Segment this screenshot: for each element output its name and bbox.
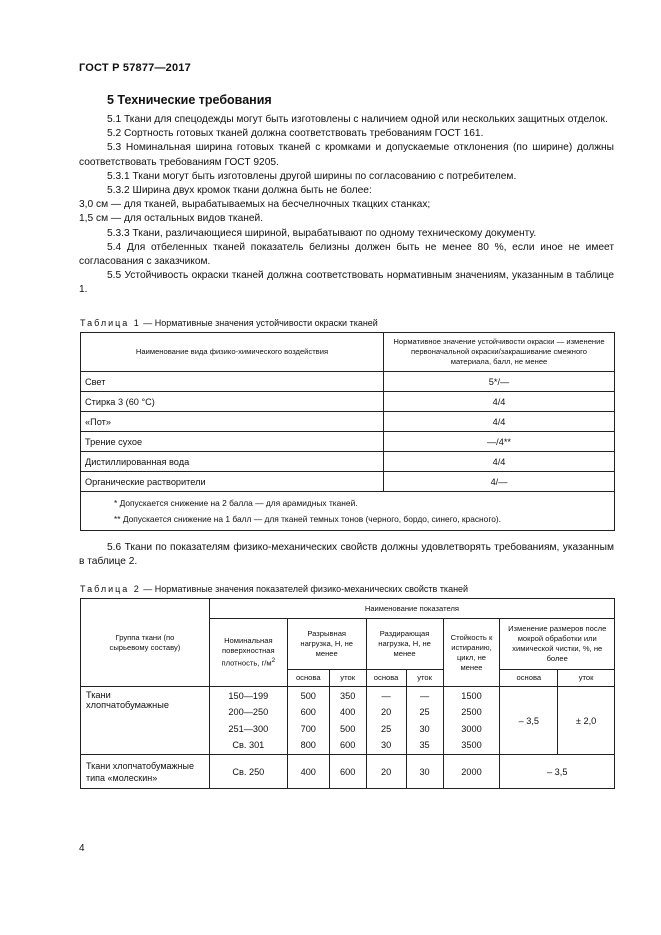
table-cell: 600 — [329, 755, 366, 789]
table-cell: 4/4 — [384, 452, 615, 472]
paragraph-5-3-1: 5.3.1 Ткани могут быть изготовлены другой ширины по согласованию с потребителем. — [107, 170, 517, 182]
cell-value: 1500 — [461, 690, 482, 701]
table-cell: 2000 — [443, 755, 500, 789]
table-row — [81, 412, 615, 432]
table-cell: Ткани хлопчатобумажные типа «молескин» — [81, 755, 210, 789]
table-cell: 400 — [287, 755, 329, 789]
table-cell: —/4** — [384, 432, 615, 452]
cell-value: 25 — [380, 723, 392, 734]
table1-col-header: Нормативное значение устойчивости окраски — изменение первоначальной окраски/закрашивание смежного материала, балл, не менее — [384, 333, 615, 372]
cell-value: 3000 — [461, 723, 482, 734]
table2-abrasion-header: Стойкость к истиранию, цикл, не менее — [443, 619, 500, 687]
cell-value: — — [419, 690, 430, 701]
section-title: 5 Технические требования — [107, 93, 272, 107]
table-cell: 20 — [366, 755, 406, 789]
table-row — [81, 755, 615, 789]
table-cell — [366, 687, 406, 755]
density-header-text: Номинальная поверхностная плотность, г/м — [221, 636, 275, 668]
table-cell: Органические растворители — [81, 472, 384, 492]
cell-value: 20 — [380, 707, 392, 717]
table1-header-row — [81, 333, 615, 372]
table1-col-header: Наименование вида физико-химического воздействия — [81, 333, 384, 372]
paragraph-5-1: 5.1 Ткани для спецодежды могут быть изготовлены с наличием одной или нескольких защитных отделок. — [107, 114, 608, 125]
table-cell — [287, 687, 329, 755]
cell-value: 251—300 — [228, 723, 269, 734]
cell-value: 2500 — [461, 707, 482, 717]
footnote-1: * Допускается снижение на 2 балла — для арамидных тканей. — [114, 498, 358, 508]
page-number: 4 — [79, 843, 85, 854]
table1-footnotes — [81, 492, 615, 531]
table1-caption — [80, 318, 378, 328]
table2 — [80, 598, 615, 789]
cell-value: 400 — [340, 707, 356, 717]
table-cell: ± 2,0 — [558, 687, 615, 755]
sub-header-weft: уток — [406, 670, 443, 687]
list-item: 1,5 см — для остальных видов тканей. — [79, 213, 264, 225]
paragraph-5-5: 5.5 Устойчивость окраски тканей должна соответствовать нормативным значениям, указанным в таблице 1. — [79, 270, 614, 296]
cell-value: 350 — [340, 690, 356, 701]
footnote-2: ** Допускается снижение на 1 балл — для тканей темных тонов (черного, бордо, синего, красного). — [114, 514, 501, 524]
cell-value: — — [381, 690, 391, 701]
table-row — [81, 372, 615, 392]
sub-header-warp: основа — [366, 670, 406, 687]
table-cell: Дистиллированная вода — [81, 452, 384, 472]
table-cell: Стирка 3 (60 °С) — [81, 392, 384, 412]
paragraph-5-3-2: 5.3.2 Ширина двух кромок ткани должна быть не более: — [107, 185, 372, 197]
paragraph-5-4: 5.4 Для отбеленных тканей показатель белизны должен быть не менее 80 %, если иное не имеет согласования с заказчиком. — [79, 241, 614, 268]
table2-caption — [80, 584, 468, 594]
table-cell — [209, 687, 287, 755]
cell-value: Св. 301 — [232, 740, 265, 750]
table-cell: – 3,5 — [500, 687, 558, 755]
paragraph-5-6: 5.6 Ткани по показателям физико-механических свойств должны удовлетворять требованиям, указанным в таблице 2. — [79, 542, 614, 568]
table2-breaking-header: Разрывная нагрузка, Н, не менее — [287, 619, 366, 670]
table-row — [81, 472, 615, 492]
cell-value: 25 — [419, 707, 430, 717]
requirements-text — [79, 113, 614, 298]
table-row — [81, 392, 615, 412]
density-header-sup: 2 — [271, 657, 276, 665]
sub-header-warp: основа — [287, 670, 329, 687]
table-cell: 4/4 — [384, 392, 615, 412]
table-row — [81, 432, 615, 452]
cell-value: 500 — [300, 690, 316, 701]
table2-caption-label: Таблица 2 — [80, 584, 141, 594]
table-cell: 30 — [406, 755, 443, 789]
table1-caption-text: — Нормативные значения устойчивости окраски тканей — [140, 318, 378, 328]
table2-caption-text: — Нормативные значения показателей физико-механических свойств тканей — [140, 584, 469, 594]
table2-tearing-header: Раздирающая нагрузка, Н, не менее — [366, 619, 443, 670]
table-cell: Ткани хлопчатобумажные — [81, 687, 210, 755]
table-row — [81, 452, 615, 472]
paragraph-5-2: 5.2 Сортность готовых тканей должна соответствовать требованиям ГОСТ 161. — [107, 128, 484, 140]
table-cell: 5*/— — [384, 372, 615, 392]
table-cell: – 3,5 — [500, 755, 615, 789]
table2-indicators-header: Наименование показателя — [209, 599, 614, 619]
paragraph-5-3-3: 5.3.3 Ткани, различающиеся шириной, вырабатывают по одному техническому документу. — [107, 227, 537, 239]
table-cell — [329, 687, 366, 755]
sub-header-weft: уток — [329, 670, 366, 687]
table-cell: «Пот» — [81, 412, 384, 432]
cell-value: 200—250 — [228, 707, 269, 717]
table-cell — [443, 687, 500, 755]
cell-value: 800 — [300, 740, 316, 750]
table2-shrink-header: Изменение размеров после мокрой обработки или химической чистки, %, не более — [500, 619, 615, 670]
cell-value: 600 — [340, 740, 356, 750]
table-cell: 4/4 — [384, 412, 615, 432]
table-cell: 4/— — [384, 472, 615, 492]
cell-value: 500 — [340, 723, 356, 734]
cell-value: 30 — [419, 723, 430, 734]
table1-caption-label: Таблица 1 — [80, 318, 141, 328]
document-header: ГОСТ Р 57877—2017 — [79, 62, 191, 74]
cell-value: 3500 — [461, 740, 482, 750]
sub-header-warp: основа — [500, 670, 558, 687]
table2-density-header — [209, 619, 287, 687]
table2-header-row — [81, 599, 615, 619]
sub-header-weft: уток — [558, 670, 615, 687]
table2-group-header: Группа ткани (по сырьевому составу) — [81, 599, 210, 687]
table-cell: Св. 250 — [209, 755, 287, 789]
footnotes-cell — [81, 492, 615, 531]
cell-value: 150—199 — [228, 690, 269, 701]
table-cell — [406, 687, 443, 755]
table-row — [81, 687, 615, 755]
table-cell: Трение сухое — [81, 432, 384, 452]
cell-value: 30 — [380, 740, 392, 750]
cell-value: 35 — [419, 740, 430, 750]
table-cell: Свет — [81, 372, 384, 392]
cell-value: 700 — [300, 723, 316, 734]
cell-value: 600 — [300, 707, 316, 717]
list-item: 3,0 см — для тканей, вырабатываемых на бесчелночных ткацких станках; — [79, 199, 431, 211]
paragraph-5-3: 5.3 Номинальная ширина готовых тканей с кромками и допускаемые отклонения (по ширине) должны соответствовать требованиям ГОСТ 9205. — [79, 142, 614, 168]
table1 — [80, 332, 615, 531]
